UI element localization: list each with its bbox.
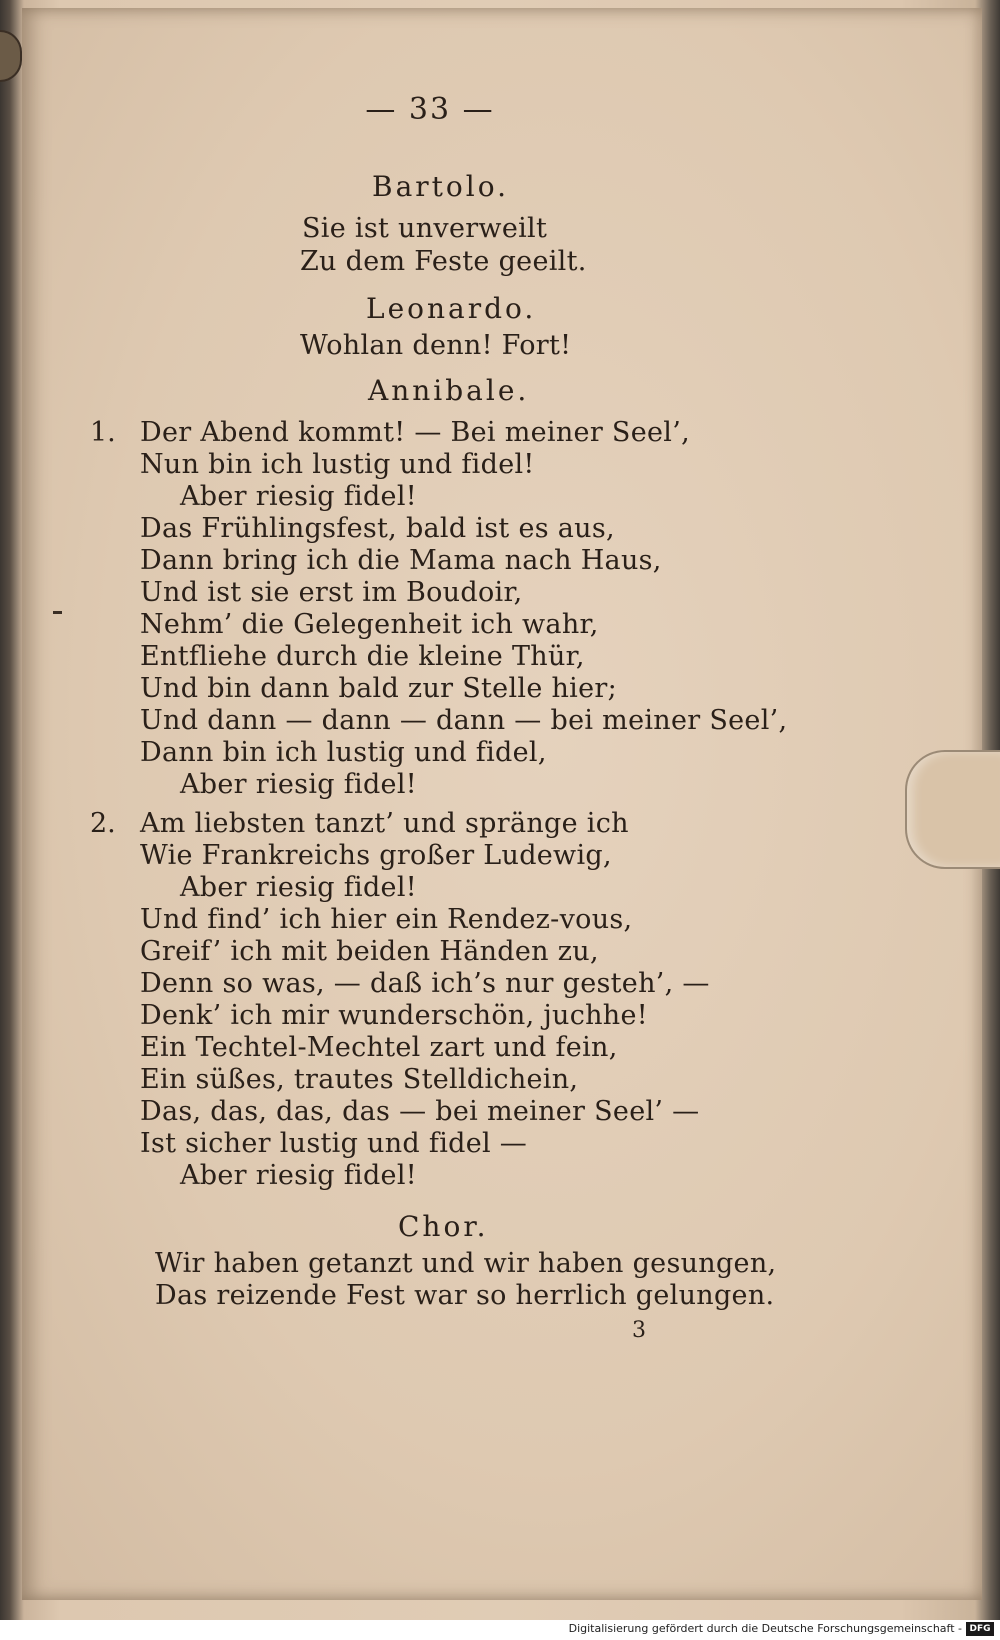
verse1-line-1: Der Abend kommt! — Bei meiner Seel’, <box>140 417 690 448</box>
verse2-line-12: Aber riesig fidel! <box>180 1160 417 1191</box>
verse2-line-1: Am liebsten tanzt’ und spränge ich <box>140 808 629 839</box>
verse1-line-8: Entfliehe durch die kleine Thür, <box>140 641 585 672</box>
verse2-line-4: Und find’ ich hier ein Rendez-vous, <box>140 904 633 935</box>
speaker-annibale: Annibale. <box>368 374 530 407</box>
verse2-line-10: Das, das, das, das — bei meiner Seel’ — <box>140 1096 700 1127</box>
dfg-logo: DFG <box>966 1622 994 1636</box>
bartolo-line-1: Sie ist unverweilt <box>302 213 548 244</box>
verse1-line-7: Nehm’ die Gelegenheit ich wahr, <box>140 609 599 640</box>
digitization-footer <box>0 1620 1000 1640</box>
speaker-bartolo: Bartolo. <box>372 170 509 203</box>
verse-number-1: 1. <box>90 417 116 448</box>
verse2-line-5: Greif’ ich mit beiden Händen zu, <box>140 936 599 967</box>
chor-line-2: Das reizende Fest war so herrlich gelungen. <box>155 1280 775 1311</box>
margin-mark <box>53 611 62 614</box>
footer-credit: Digitalisierung gefördert durch die Deutsche Forschungsgemeinschaft - <box>568 1622 962 1635</box>
verse2-line-9: Ein süßes, trautes Stelldichein, <box>140 1064 579 1095</box>
verse1-line-5: Dann bring ich die Mama nach Haus, <box>140 545 662 576</box>
verse1-line-12: Aber riesig fidel! <box>180 769 417 800</box>
verse2-line-7: Denk’ ich mir wunderschön, juchhe! <box>140 1000 648 1031</box>
speaker-chor: Chor. <box>398 1210 489 1243</box>
verse1-line-11: Dann bin ich lustig und fidel, <box>140 737 547 768</box>
verse2-line-6: Denn so was, — daß ich’s nur gesteh’, — <box>140 968 710 999</box>
verse1-line-9: Und bin dann bald zur Stelle hier; <box>140 673 617 704</box>
verse-number-2: 2. <box>90 808 116 839</box>
page-tab-marker <box>905 750 1000 869</box>
speaker-leonardo: Leonardo. <box>366 292 537 325</box>
verse2-line-3: Aber riesig fidel! <box>180 872 417 903</box>
verse1-line-2: Nun bin ich lustig und fidel! <box>140 449 535 480</box>
page-number: — 33 — <box>365 92 495 127</box>
signature-mark: 3 <box>632 1318 646 1343</box>
chor-line-1: Wir haben getanzt und wir haben gesungen, <box>155 1248 777 1279</box>
leonardo-line-1: Wohlan denn! Fort! <box>300 330 572 361</box>
verse1-line-10: Und dann — dann — dann — bei meiner Seel’, <box>140 705 788 736</box>
verse1-line-3: Aber riesig fidel! <box>180 481 417 512</box>
bartolo-line-2: Zu dem Feste geeilt. <box>300 246 587 277</box>
verse2-line-11: Ist sicher lustig und fidel — <box>140 1128 528 1159</box>
verse1-line-6: Und ist sie erst im Boudoir, <box>140 577 523 608</box>
verse2-line-2: Wie Frankreichs großer Ludewig, <box>140 840 612 871</box>
verse2-line-8: Ein Techtel-Mechtel zart und fein, <box>140 1032 618 1063</box>
verse1-line-4: Das Frühlingsfest, bald ist es aus, <box>140 513 615 544</box>
binding-clip <box>0 30 22 82</box>
